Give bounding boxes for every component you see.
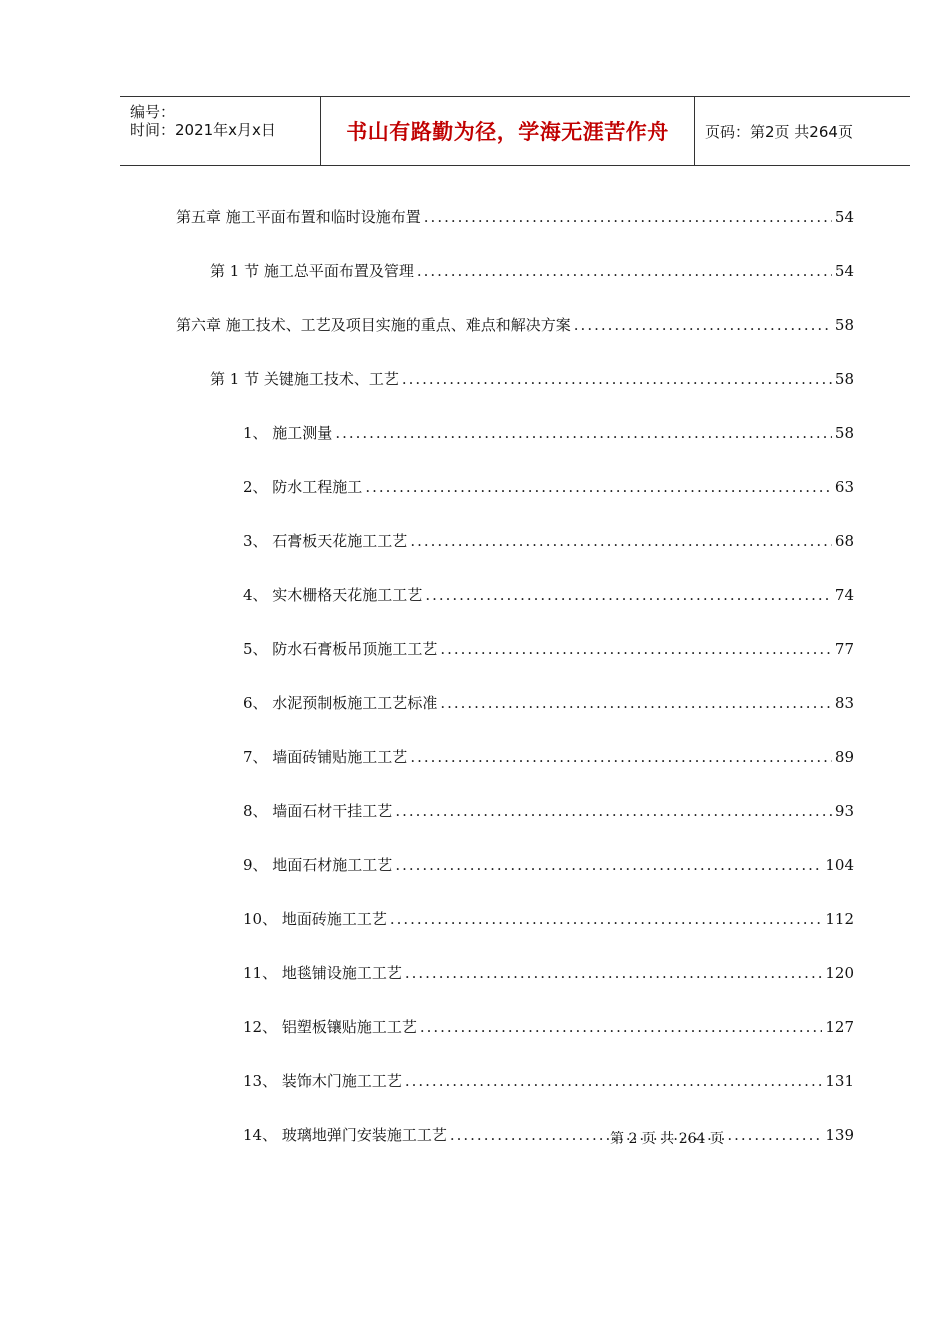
toc-entry-label: 第五章 施工平面布置和临时设施布置 (176, 208, 421, 226)
toc-entry-page: 74 (834, 586, 854, 604)
toc-leader-dots (410, 748, 832, 766)
toc-entry-label: 3、 石膏板天花施工工艺 (243, 532, 408, 550)
header-page-info-cell (695, 97, 910, 165)
toc-leader-dots (440, 640, 832, 658)
toc-entry-label: 第六章 施工技术、工艺及项目实施的重点、难点和解决方案 (176, 316, 571, 334)
footer-page-number: 第 2 页 共 264 页 (610, 1131, 724, 1147)
toc-entry[interactable] (243, 422, 854, 444)
toc-entry-label: 7、 墙面砖铺贴施工工艺 (243, 748, 408, 766)
toc-entry[interactable] (243, 962, 854, 984)
toc-entry-page: 58 (834, 370, 854, 388)
header-motto-cell (321, 97, 695, 165)
toc-entry-page: 120 (825, 964, 854, 982)
toc-entry-label: 4、 实木栅格天花施工工艺 (243, 586, 423, 604)
toc-entry-page: 58 (834, 316, 854, 334)
toc-entry-label: 8、 墙面石材干挂工艺 (243, 802, 393, 820)
toc-entry-label: 6、 水泥预制板施工工艺标准 (243, 694, 438, 712)
toc-entry-label: 5、 防水石膏板吊顶施工工艺 (243, 640, 438, 658)
toc-entry-page: 54 (834, 262, 854, 280)
page-header (120, 96, 910, 166)
toc-entry[interactable] (243, 584, 854, 606)
toc-leader-dots (410, 532, 832, 550)
toc-leader-dots (417, 262, 832, 280)
toc-leader-dots (390, 910, 823, 928)
toc-entry-page: 104 (825, 856, 854, 874)
toc-entry[interactable] (243, 1070, 854, 1092)
toc-entry-page: 83 (834, 694, 854, 712)
toc-leader-dots (405, 1072, 823, 1090)
toc-entry[interactable] (243, 1124, 854, 1146)
header-motto: 书山有路勤为径，学海无涯苦作舟 (346, 120, 669, 144)
toc-leader-dots (424, 208, 832, 226)
toc-leader-dots (440, 694, 832, 712)
document-number-label: 编号： (130, 103, 176, 121)
toc-leader-dots (395, 856, 822, 874)
toc-entry-label: 13、 装饰木门施工工艺 (243, 1072, 402, 1090)
toc-leader-dots (574, 316, 832, 334)
toc-entry[interactable] (243, 476, 854, 498)
toc-entry[interactable] (243, 908, 854, 930)
toc-entry-page: 58 (834, 424, 854, 442)
toc-entry-label: 10、 地面砖施工工艺 (243, 910, 387, 928)
toc-entry[interactable] (176, 314, 854, 336)
toc-entry-page: 139 (825, 1126, 854, 1144)
toc-entry[interactable] (243, 530, 854, 552)
toc-entry[interactable] (210, 260, 854, 282)
toc-entry[interactable] (243, 800, 854, 822)
toc-entry-page: 112 (825, 910, 854, 928)
toc-entry-page: 131 (825, 1072, 854, 1090)
toc-entry-label: 9、 地面石材施工工艺 (243, 856, 393, 874)
toc-leader-dots (395, 802, 832, 820)
header-meta-cell (120, 97, 321, 165)
toc-leader-dots (365, 478, 832, 496)
toc-entry-page: 54 (834, 208, 854, 226)
toc-leader-dots (425, 586, 832, 604)
toc-entry-page: 93 (834, 802, 854, 820)
toc-entry[interactable] (243, 638, 854, 660)
toc-entry-label: 12、 铝塑板镶贴施工工艺 (243, 1018, 417, 1036)
toc-entry[interactable] (243, 692, 854, 714)
toc-leader-dots (335, 424, 832, 442)
toc-entry-label: 2、 防水工程施工 (243, 478, 363, 496)
toc-entry-label: 第 1 节 关键施工技术、工艺 (210, 370, 399, 388)
toc-entry[interactable] (243, 1016, 854, 1038)
toc-entry[interactable] (243, 746, 854, 768)
toc-entry-page: 127 (825, 1018, 854, 1036)
toc-entry-label: 14、 玻璃地弹门安装施工工艺 (243, 1126, 447, 1144)
toc-entry-page: 63 (834, 478, 854, 496)
toc-entry-label: 第 1 节 施工总平面布置及管理 (210, 262, 414, 280)
toc-leader-dots (405, 964, 823, 982)
toc-entry-page: 89 (834, 748, 854, 766)
document-time-label: 时间：2021年x月x日 (130, 121, 276, 139)
toc-entry-label: 11、 地毯铺设施工工艺 (243, 964, 402, 982)
toc-entry-page: 68 (834, 532, 854, 550)
toc-leader-dots (402, 370, 832, 388)
toc-entry[interactable] (176, 206, 854, 228)
toc-entry-page: 77 (834, 640, 854, 658)
toc-entry-label: 1、 施工测量 (243, 424, 333, 442)
header-page-info: 页码：第2页 共264页 (705, 122, 853, 141)
toc-entry[interactable] (210, 368, 854, 390)
toc-leader-dots (420, 1018, 823, 1036)
toc-entry[interactable] (243, 854, 854, 876)
